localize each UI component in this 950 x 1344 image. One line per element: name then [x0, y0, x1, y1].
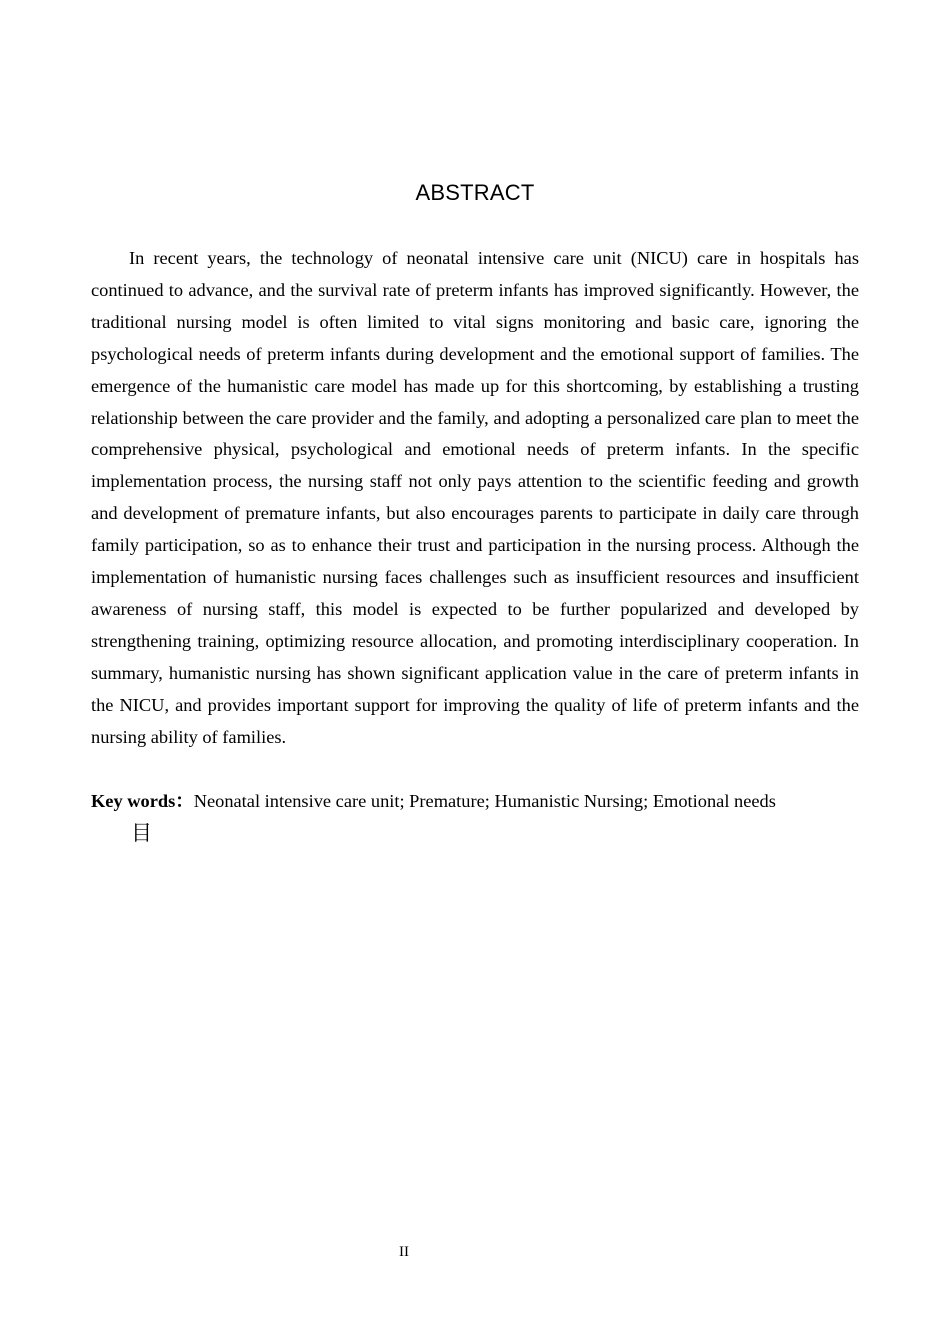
page-number: II [399, 1244, 409, 1260]
keywords-line [91, 786, 871, 816]
abstract-title: ABSTRACT [415, 180, 535, 205]
toc-heading-fragment: 目 [131, 821, 152, 845]
keywords-label: Key words： [91, 791, 194, 811]
abstract-body: In recent years, the technology of neonatal intensive care unit (NICU) care in hospitals has continued to advance, and the survival rate of preterm infants has improved significantly. However, the traditional nursing model is often limited to vital signs monitoring and basic care, ignoring the psychological needs of preterm infants during development and the emotional support of families. The emergence of the humanistic care model has made up for this shortcoming, by establishing a trusting relationship between the care provider and the family, and adopting a personalized care plan to meet the comprehensive physical, psychological and emotional needs of preterm infants. In the specific implementation process, the nursing staff not only pays attention to the scientific feeding and growth and development of premature infants, but also encourages parents to participate in daily care through family participation, so as to enhance their trust and participation in the nursing process. Although the implementation of humanistic nursing faces challenges such as insufficient resources and insufficient awareness of nursing staff, this model is expected to be further popularized and developed by strengthening training, optimizing resource allocation, and promoting interdisciplinary cooperation. In summary, humanistic nursing has shown significant application value in the care of preterm infants in the NICU, and provides important support for improving the quality of life of preterm infants and the nursing ability of families. [91, 248, 859, 747]
keywords-text: Neonatal intensive care unit; Premature; Humanistic Nursing; Emotional needs [193, 791, 776, 811]
